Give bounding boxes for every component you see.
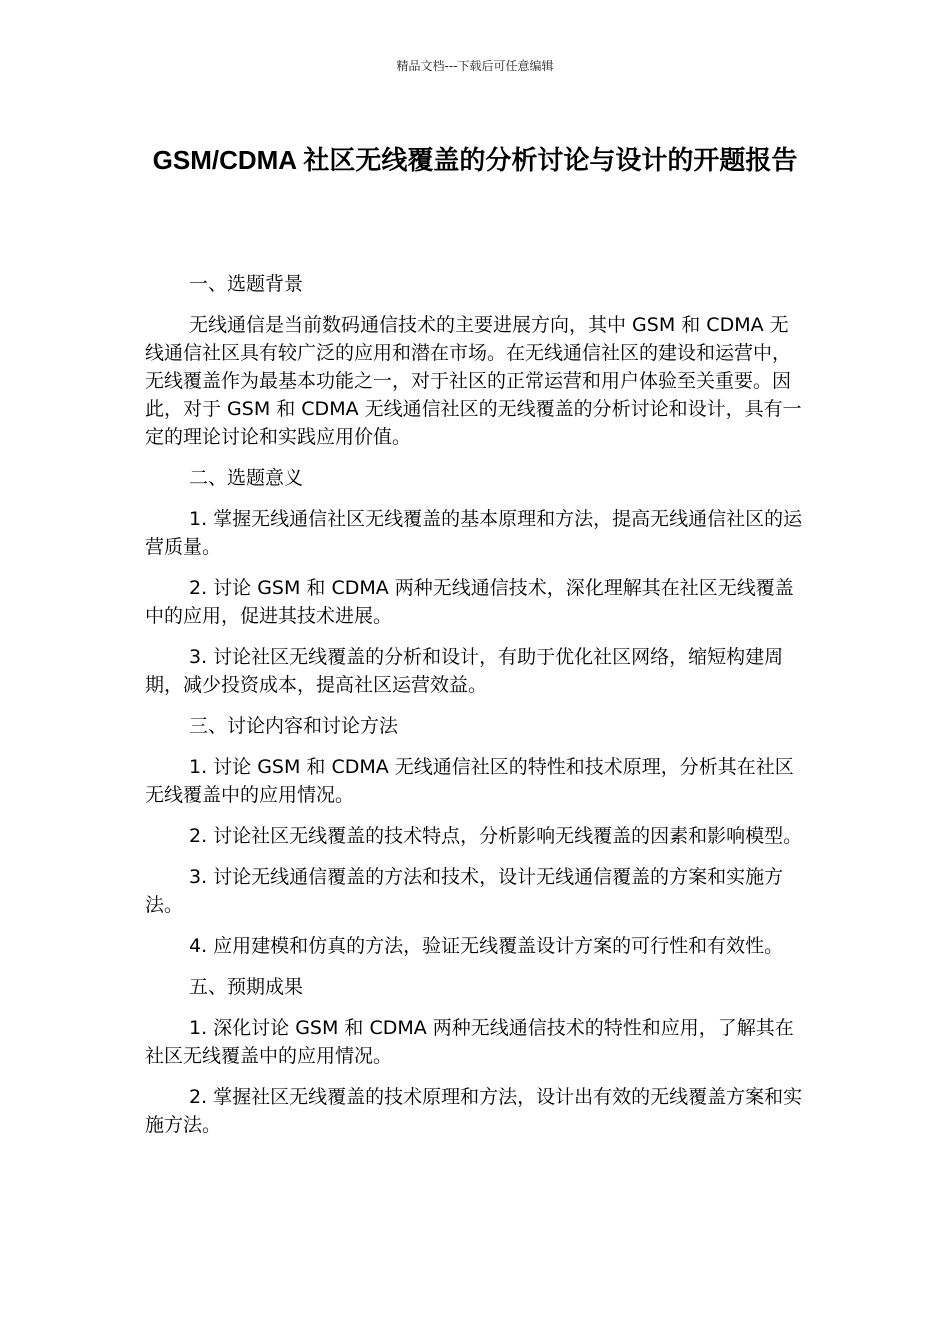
section-heading-outcomes: 五、预期成果 — [189, 976, 304, 998]
document-body — [145, 270, 805, 1152]
methods-item: 1. 讨论 GSM 和 CDMA 无线通信社区的特性和技术原理，分析其在社区无线覆盖中的应用情况。 — [145, 756, 794, 806]
section-heading-methods: 三、讨论内容和讨论方法 — [189, 715, 399, 737]
significance-item: 2. 讨论 GSM 和 CDMA 两种无线通信技术，深化理解其在社区无线覆盖中的应用，促进其技术进展。 — [145, 577, 794, 627]
header-note: 精品文档---下载后可任意编辑 — [396, 59, 554, 73]
outcomes-item: 2. 掌握社区无线覆盖的技术原理和方法，设计出有效的无线覆盖方案和实施方法。 — [145, 1086, 803, 1136]
methods-item: 2. 讨论社区无线覆盖的技术特点，分析影响无线覆盖的因素和影响模型。 — [189, 825, 803, 847]
section-heading-background: 一、选题背景 — [189, 273, 304, 295]
significance-item: 3. 讨论社区无线覆盖的分析和设计，有助于优化社区网络，缩短构建周期，减少投资成本，提高社区运营效益。 — [145, 646, 784, 696]
methods-item: 4. 应用建模和仿真的方法，验证无线覆盖设计方案的可行性和有效性。 — [189, 935, 784, 957]
section-heading-significance: 二、选题意义 — [189, 467, 304, 489]
background-paragraph: 无线通信是当前数码通信技术的主要进展方向，其中 GSM 和 CDMA 无线通信社区具有较广泛的应用和潜在市场。在无线通信社区的建设和运营中，无线覆盖作为最基本功能之一，对于社区的正常运营和用户体验至关重要。因此，对于 GSM 和 CDMA 无线通信社区的无线覆盖的分析讨论和设计，具有一定的理论讨论和实践应用价值。 — [145, 314, 802, 448]
document-title: GSM/CDMA 社区无线覆盖的分析讨论与设计的开题报告 — [152, 145, 798, 175]
outcomes-item: 1. 深化讨论 GSM 和 CDMA 两种无线通信技术的特性和应用，了解其在社区无线覆盖中的应用情况。 — [145, 1017, 794, 1067]
methods-item: 3. 讨论无线通信覆盖的方法和技术，设计无线通信覆盖的方案和实施方法。 — [145, 866, 784, 916]
significance-item: 1. 掌握无线通信社区无线覆盖的基本原理和方法，提高无线通信社区的运营质量。 — [145, 508, 803, 558]
